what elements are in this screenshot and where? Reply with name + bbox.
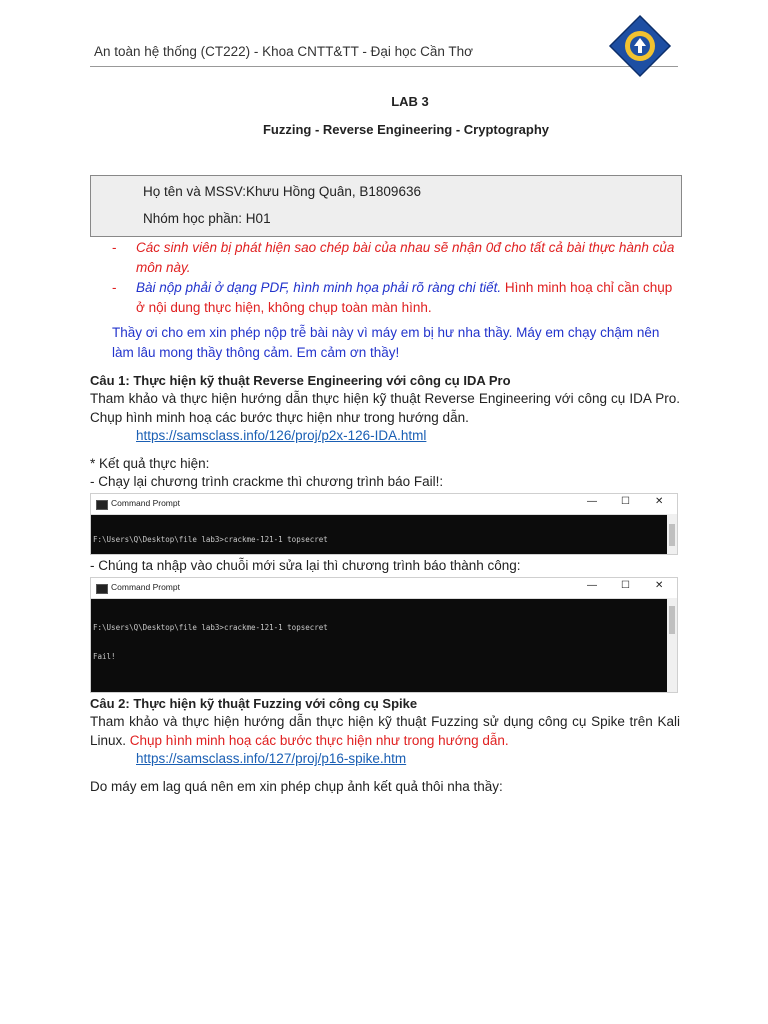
student-group: Nhóm học phần: H01: [143, 211, 271, 226]
bullet-dash: -: [112, 240, 117, 255]
list-item: [112, 278, 678, 317]
terminal-line: Fail!: [93, 651, 116, 661]
minimize-icon[interactable]: —: [587, 580, 597, 591]
university-logo-icon: [608, 14, 672, 78]
question-2-title: Câu 2: Thực hiện kỹ thuật Fuzzing với công cụ Spike: [90, 696, 418, 711]
result-label: * Kết quả thực hiện:: [90, 456, 210, 471]
close-icon[interactable]: ✕: [655, 580, 664, 591]
terminal-line: F:\Users\Q\Desktop\file lab3>crackme-121-1 topsecret: [93, 623, 328, 632]
minimize-icon[interactable]: —: [587, 496, 597, 507]
ida-tutorial-link[interactable]: https://samsclass.info/126/proj/p2x-126-IDA.html: [136, 428, 427, 443]
maximize-icon[interactable]: ☐: [621, 580, 630, 591]
cmd-icon: [96, 500, 108, 510]
rules-list: [112, 238, 678, 318]
student-name: Họ tên và MSSV:Khưu Hồng Quân, B1809636: [143, 184, 421, 199]
bullet-dash: -: [112, 280, 117, 295]
q2-desc-highlight: Chụp hình minh hoạ các bước thực hiện như trong hướng dẫn.: [126, 733, 509, 748]
terminal-titlebar: [91, 578, 677, 599]
list-item: [112, 238, 678, 277]
terminal-line: [93, 680, 665, 690]
step-1-text: - Chạy lại chương trình crackme thì chương trình báo Fail!:: [90, 474, 444, 489]
question-2-description: [90, 712, 680, 750]
q2-desc-text: Tham khảo và thực hiện hướng dẫn thực hiện kỹ thuật Fuzzing sử dụng công cụ Spike trên Kali Linux.: [90, 714, 680, 748]
terminal-screenshot-2: [90, 577, 678, 693]
lab-subtitle: Fuzzing - Reverse Engineering - Cryptography: [262, 122, 550, 137]
question-2-note: Do máy em lag quá nên em xin phép chụp ảnh kết quả thôi nha thầy:: [90, 779, 503, 794]
terminal-output: [93, 604, 665, 693]
scrollbar-thumb[interactable]: [669, 524, 675, 546]
student-note: Thầy ơi cho em xin phép nộp trễ bài này vì máy em bị hư nha thầy. Máy em chạy chậm nên làm lâu mong thầy thông cảm. Em cảm ơn thầy!: [112, 325, 660, 360]
terminal-scrollbar[interactable]: [667, 598, 677, 692]
terminal-output: [93, 516, 665, 555]
terminal-line: F:\Users\Q\Desktop\file lab3>crackme-121-1 topsecret: [93, 535, 328, 544]
terminal-title: Command Prompt: [111, 498, 180, 508]
close-icon[interactable]: ✕: [655, 496, 664, 507]
header-divider: [90, 66, 678, 67]
maximize-icon[interactable]: ☐: [621, 496, 630, 507]
rule-pdf: Bài nộp phải ở dạng PDF, hình minh họa phải rõ ràng chi tiết.: [136, 280, 502, 295]
scrollbar-thumb[interactable]: [669, 606, 675, 634]
page-header: An toàn hệ thống (CT222) - Khoa CNTT&TT - Đại học Cần Thơ: [94, 44, 474, 59]
cmd-icon: [96, 584, 108, 594]
terminal-scrollbar[interactable]: [667, 514, 677, 554]
question-1-title: Câu 1: Thực hiện kỹ thuật Reverse Engineering với công cụ IDA Pro: [90, 373, 511, 388]
rule-copying: Các sinh viên bị phát hiện sao chép bài của nhau sẽ nhận 0đ cho tất cả bài thực hành của môn này.: [136, 240, 675, 275]
rule-screenshot: Hình minh hoạ chỉ cần chụp ở nội dung thực hiện, không chụp toàn màn hình.: [136, 280, 673, 315]
step-2-text: - Chúng ta nhập vào chuỗi mới sửa lại thì chương trình báo thành công:: [90, 558, 521, 573]
terminal-title: Command Prompt: [111, 582, 180, 592]
spike-tutorial-link[interactable]: https://samsclass.info/127/proj/p16-spike.htm: [136, 751, 407, 766]
student-info-box: [90, 175, 682, 237]
terminal-titlebar: [91, 494, 677, 515]
terminal-screenshot-1: [90, 493, 678, 555]
lab-title: LAB 3: [391, 94, 429, 109]
question-1-description: Tham khảo và thực hiện hướng dẫn thực hiện kỹ thuật Reverse Engineering với công cụ IDA Pro. Chụp hình minh hoạ các bước thực hiện như trong hướng dẫn.: [90, 391, 680, 425]
